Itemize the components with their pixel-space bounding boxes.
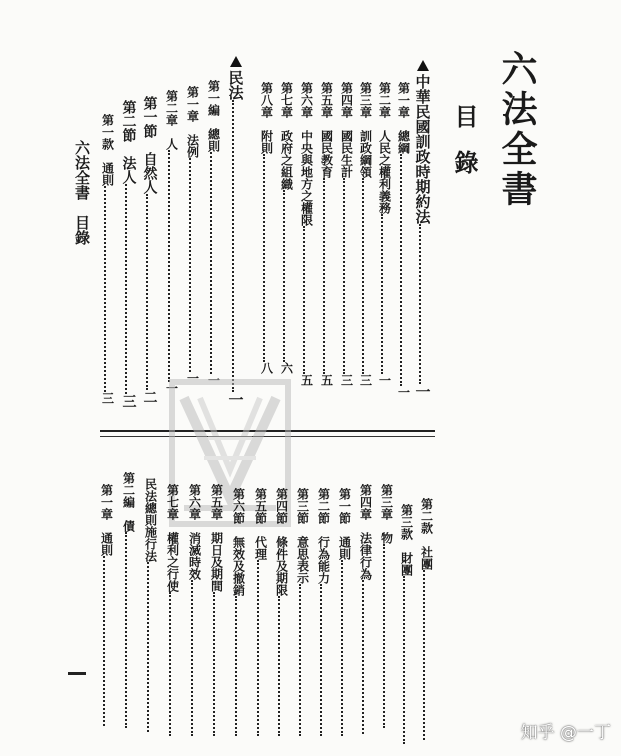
toc-entry-chapter[interactable]: 第三章 物 <box>378 484 395 728</box>
toc-entry-chapter[interactable]: 第一章 總綱一 <box>396 82 411 398</box>
leader-dots <box>299 584 306 736</box>
leader-dots <box>213 592 220 736</box>
leader-dots <box>383 544 390 728</box>
page-number: 一 <box>413 384 432 399</box>
toc-entry-chapter[interactable]: 第六章 消滅時效 <box>186 484 203 736</box>
toc-entry-chapter[interactable]: 第二章 人一 <box>164 90 179 394</box>
leader-dots <box>362 580 369 734</box>
leader-dots <box>235 596 242 736</box>
toc-entry-section[interactable]: 第二節 法人三 <box>120 100 137 408</box>
leader-dots <box>189 158 196 372</box>
toc-entry-part2[interactable]: 民法一 <box>227 56 244 407</box>
toc-heading: 目錄 <box>450 104 478 196</box>
margin-mark <box>68 672 86 675</box>
leader-dots <box>125 184 132 394</box>
leader-dots <box>125 532 132 728</box>
toc-entry-chapter[interactable]: 第二章 人民之權利義務一 <box>377 82 392 386</box>
toc-entry-section[interactable]: 第三節 意思表示 <box>294 488 311 736</box>
zhihu-watermark-text: 知乎 @一丁 <box>520 723 611 743</box>
toc-entry-chapter[interactable]: 第八章 附則八 <box>259 82 274 374</box>
toc-entry-chapter[interactable]: 第一章 通則 <box>98 484 115 726</box>
toc-entry-section[interactable]: 第五節 代理 <box>252 488 269 736</box>
leader-dots <box>278 596 285 736</box>
leader-dots <box>343 178 350 374</box>
toc-entry-chapter[interactable]: 第一章 法例一 <box>185 86 200 384</box>
toc-entry-chapter[interactable]: 第五章 國民教育五 <box>319 82 334 386</box>
leader-dots <box>232 100 239 392</box>
leader-dots <box>341 560 348 736</box>
toc-entry-law[interactable]: 民法總則施行法 <box>142 478 159 732</box>
toc-entry-section[interactable]: 第一節 自然人二 <box>141 96 158 404</box>
leader-dots <box>362 178 369 374</box>
triangle-marker-icon <box>417 60 429 71</box>
leader-dots <box>423 570 430 740</box>
leader-dots <box>303 226 310 374</box>
leader-dots <box>146 194 153 390</box>
leader-dots <box>403 576 410 744</box>
toc-entry-chapter[interactable]: 第三章 訓政綱領三 <box>358 82 373 386</box>
toc-entry-chapter[interactable]: 第五章 期日及期間 <box>208 484 225 736</box>
toc-entry-chapter[interactable]: 第四章 法律行為 <box>357 484 374 734</box>
triangle-marker-icon <box>230 56 242 67</box>
leader-dots <box>323 178 330 374</box>
toc-entry-subsection[interactable]: 第二款 社團 <box>418 498 435 740</box>
leader-dots <box>168 150 175 382</box>
toc-entry-chapter[interactable]: 第七章 權利之行使 <box>164 484 181 736</box>
leader-dots <box>104 186 111 392</box>
toc-entry-section[interactable]: 第一節 通則 <box>336 488 353 736</box>
toc-entry-subsection[interactable]: 第一款 通則三 <box>100 114 115 404</box>
toc-entry-subsection[interactable]: 第三款 財團 <box>398 504 415 744</box>
leader-dots <box>320 584 327 736</box>
toc-entry-chapter[interactable]: 第六章 中央與地方之權限五 <box>299 82 314 386</box>
toc-entry-chapter[interactable]: 第四章 國民生計三 <box>339 82 354 386</box>
leader-dots <box>283 190 290 362</box>
toc-entry-section[interactable]: 第六節 無效及撤銷 <box>230 488 247 736</box>
running-head: 六法全書 目錄 <box>73 140 91 245</box>
toc-entry-part[interactable]: 第一編 總則一 <box>206 80 221 386</box>
toc-entry-part1[interactable]: 中華民國訓政時期約法一 <box>414 60 431 399</box>
toc-entry-chapter[interactable]: 第七章 政府之組織六 <box>279 82 294 374</box>
leader-dots <box>419 224 426 384</box>
leader-dots <box>400 154 407 386</box>
leader-dots <box>169 592 176 736</box>
leader-dots <box>263 154 270 362</box>
leader-dots <box>191 580 198 736</box>
leader-dots <box>147 562 154 732</box>
leader-dots <box>103 556 110 726</box>
leader-dots <box>210 152 217 374</box>
book-title: 六法全書 <box>496 50 537 210</box>
leader-dots <box>257 560 264 736</box>
leader-dots <box>381 214 388 374</box>
toc-entry-section[interactable]: 第二節 行為能力 <box>315 488 332 736</box>
toc-entry-section[interactable]: 第四節 條件及期限 <box>273 488 290 736</box>
toc-entry-part[interactable]: 第二編 債 <box>120 472 137 728</box>
